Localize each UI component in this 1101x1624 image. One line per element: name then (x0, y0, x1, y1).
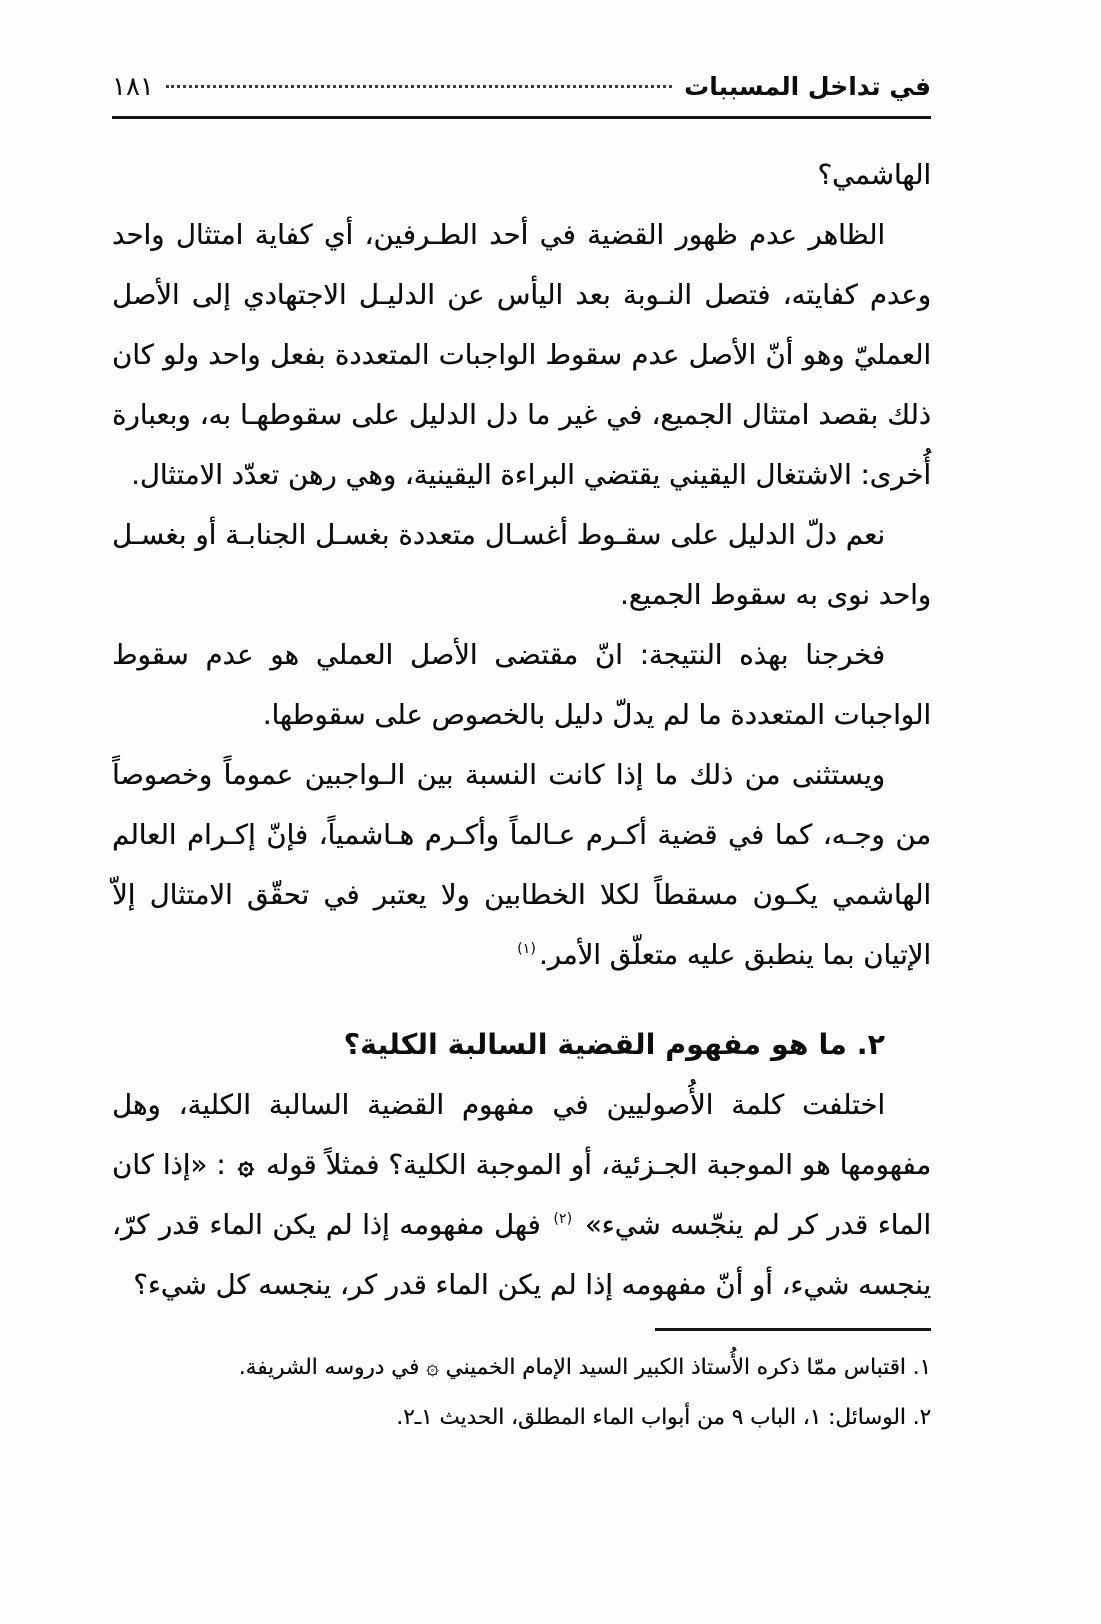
continuation-line: الهاشمي؟ (817, 159, 931, 191)
header-rule (112, 116, 931, 119)
footnote-ref-1: (١) (517, 941, 536, 957)
body-text (112, 145, 931, 1315)
honorific-stamp: ۞ (237, 1149, 254, 1181)
footnote-ref-2: (٢) (553, 1211, 573, 1227)
footnote-item: ١. اقتباس ممّا ذكره الأُستاذ الكبير السيد الإمام الخميني ۞ في دروسه الشريفة. (238, 1354, 931, 1380)
running-head (112, 72, 931, 102)
paragraph-exception-umum-khusus (112, 745, 931, 985)
paragraph-text: ويستثنى من ذلك ما إذا كانت النسبة بين الـواجبين عموماً وخصوصاً من وجـه، كما في قضية أكـرم عـالماً وأكـرم هـاشمياً، فإنّ إكـرام العالم الهاشمي يكـون مسقطاً لكلا الخطابين ولا يعتبر في تحقّق الامتثال إلاّ الإتيان بما ينطبق عليه متعلّق الأمر. (112, 759, 931, 971)
chapter-title: في تداخل المسببات (684, 72, 931, 101)
paragraph-meaning-question (112, 1075, 931, 1315)
page-header (112, 72, 931, 119)
footnote-item: ٢. الوسائل: ١، الباب ٩ من أبواب الماء المطلق، الحديث ١ـ٢. (396, 1404, 931, 1430)
footnotes (112, 1343, 931, 1443)
footnote-separator (655, 1328, 931, 1331)
paragraph-conclusion: فخرجنا بهذه النتيجة: انّ مقتضى الأصل العملي هو عدم سقوط الواجبات المتعددة ما لم يدلّ دليل بالخصوص على سقوطها. (112, 639, 931, 731)
paragraph-text: : «إذا كان الماء قدر كر لم ينجّسه شيء» (112, 1149, 931, 1241)
page-number: ١٨١ (112, 72, 154, 102)
paragraph-ghusl-exception: نعم دلّ الدليل على سقـوط أغسـال متعددة بغسـل الجنابـة أو بغسـل واحد نوى به سقوط الجميع. (112, 519, 931, 611)
section-heading: ٢. ما هو مفهوم القضية السالبة الكلية؟ (343, 1028, 885, 1061)
paragraph-text: اختلفت كلمة الأُصوليين في مفهوم القضية السالبة الكلية، وهل مفهومها هو الموجبة الجـزئية، أو الموجبة الكلية؟ فمثلاً قوله (112, 1089, 931, 1181)
paragraph-text: فهل مفهومه إذا لم يكن الماء قدر كرّ، ينجسه شيء، أو أنّ مفهومه إذا لم يكن الماء قدر كر، ينجسه كل شيء؟ (112, 1209, 931, 1301)
paragraph-practical-principle: الظاهر عدم ظهور القضية في أحد الطـرفين، أي كفاية امتثال واحد وعدم كفايته، فتصل النـوبة بعد اليأس عن الدليـل الاجتهادي إلى الأصل العمليّ وهو أنّ الأصل عدم سقوط الواجبات المتعددة بفعل واحد ولو كان ذلك بقصد امتثال الجميع، في غير ما دل الدليل على سقوطهـا به، وبعبارة أُخرى: الاشتغال اليقيني يقتضي البراءة اليقينية، وهي رهن تعدّد الامتثال. (112, 219, 931, 491)
footnote-area (112, 1328, 931, 1443)
dotted-leader (166, 85, 672, 88)
